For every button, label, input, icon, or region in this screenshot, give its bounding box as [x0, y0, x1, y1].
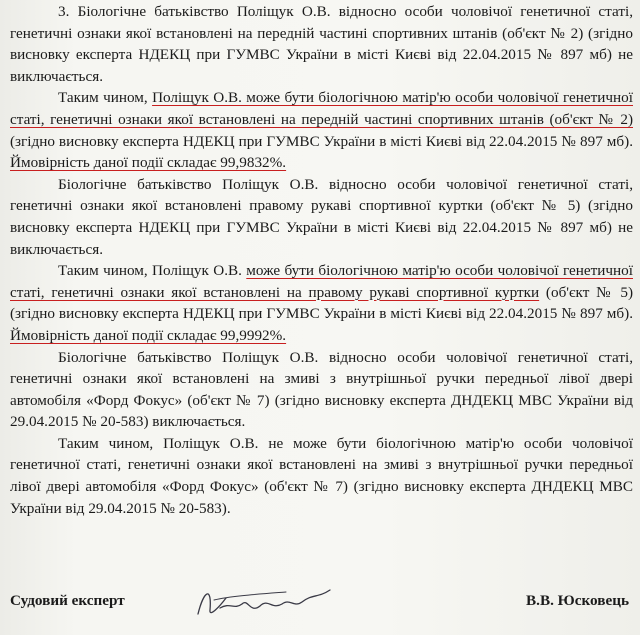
paragraph [10, 174, 633, 260]
underlined-text: може бути біологічною матір'ю особи чоловічої генетичної статі, генетичні ознаки якої встановлені на правому рукаві спортивної куртки [10, 262, 633, 301]
underlined-text: Ймовірність даної події складає 99,9832%. [10, 154, 287, 172]
expert-name: В.В. Юсковець [526, 592, 629, 609]
paragraph [10, 347, 633, 433]
handwritten-signature [190, 580, 340, 624]
underlined-text: Поліщук О.В. може бути біологічною матір'ю особи чоловічої генетичної статі, генетичні ознаки якої встановлені на передній частині спортивних штанів (об'єкт № 2) [10, 89, 633, 128]
expert-title: Судовий експерт [10, 592, 125, 609]
text-span: Таким чином, Поліщук О.В. не може бути біологічною матір'ю особи чоловічої генетичної статі, генетичні ознаки якої встановлені на змиві з внутрішньої ручки передньої лівої двері автомобіля «Форд Фокус» (об'єкт № 7) (згідно висновку експерта ДНДЕКЦ МВС України від 29.04.2015 № 20-583). [10, 434, 633, 517]
text-span: Таким чином, [58, 89, 153, 107]
paragraph [10, 87, 633, 173]
text-span: Таким чином, Поліщук О.В. [58, 262, 247, 280]
text-span: (об'єкт № 5) (згідно висновку експерта НДЕКЦ при ГУМВС України в місті Києві від 22.04.2015 № 897 мб). [10, 283, 634, 323]
signature-block [10, 584, 633, 624]
paragraph [10, 1, 633, 87]
document-body [10, 1, 633, 519]
paragraph [10, 433, 633, 519]
text-span: (згідно висновку експерта НДЕКЦ при ГУМВС України в місті Києві від 22.04.2015 № 897 мб). [10, 132, 633, 150]
text-span: Біологічне батьківство Поліщук О.В. відносно особи чоловічої генетичної статі, генетичні ознаки якої встановлені на змиві з внутрішньої ручки передньої лівої двері автомобіля «Форд Фокус» (об'єкт № 7) (згідно висновку експерта ДНДЕКЦ МВС України від 29.04.2015 № 20-583) виключається. [10, 348, 633, 431]
text-span: 3. Біологічне батьківство Поліщук О.В. відносно особи чоловічої генетичної статі, генетичні ознаки якої встановлені на передній частині спортивних штанів (об'єкт № 2) (згідно висновку експерта НДЕКЦ при ГУМВС України в місті Києві від 22.04.2015 № 897 мб) не виключається. [10, 3, 633, 85]
underlined-text: Ймовірність даної події складає 99,9992%. [10, 326, 287, 344]
paragraph [10, 260, 633, 346]
text-span: Біологічне батьківство Поліщук О.В. відносно особи чоловічої генетичної статі, генетичні ознаки якої встановлені правому рукаві спортивної куртки (об'єкт № 5) (згідно висновку експерта НДЕКЦ при ГУМВС України в місті Києві від 22.04.2015 № 897 мб) не виключається. [10, 175, 633, 258]
